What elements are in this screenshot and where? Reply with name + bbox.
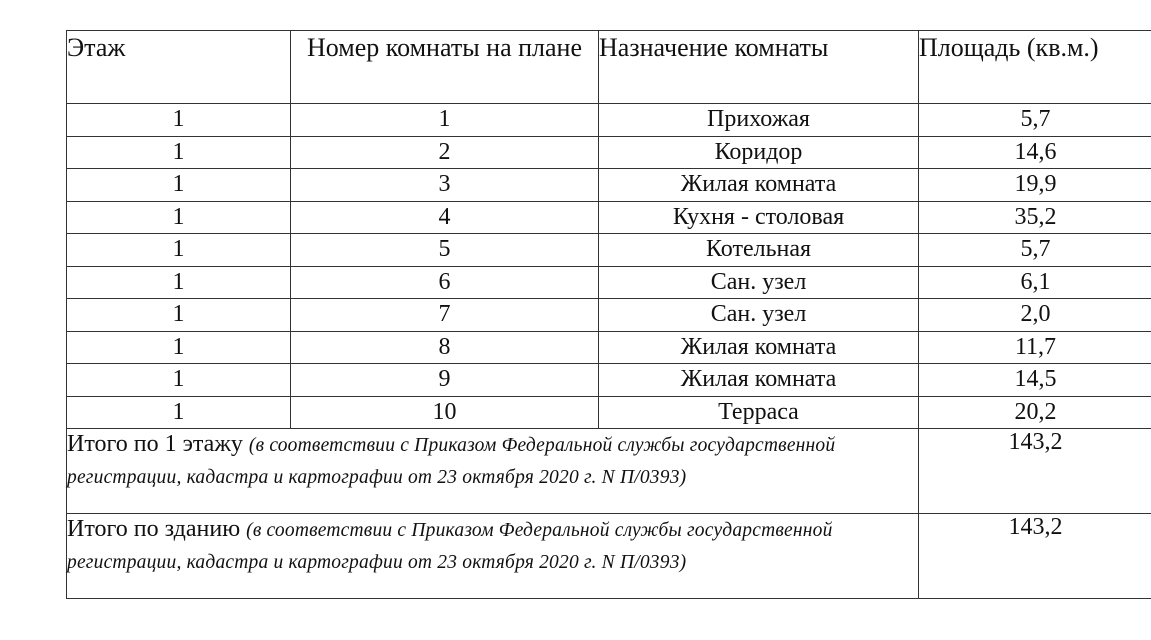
cell-area: 5,7 — [919, 104, 1151, 137]
cell-room-number: 10 — [291, 396, 599, 429]
cell-floor: 1 — [67, 169, 291, 202]
cell-room-use: Терраса — [599, 396, 919, 429]
cell-room-number: 5 — [291, 234, 599, 267]
cell-room-use: Котельная — [599, 234, 919, 267]
cell-room-number: 1 — [291, 104, 599, 137]
cell-room-number: 2 — [291, 136, 599, 169]
table-row — [67, 169, 1151, 202]
floor-total-label-cell — [67, 429, 919, 514]
cell-floor: 1 — [67, 136, 291, 169]
cell-room-use: Сан. узел — [599, 266, 919, 299]
cell-floor: 1 — [67, 299, 291, 332]
building-total-note: (в соответствии с Приказом Федеральной службы государственной регистрации, кадастра и картографии от 23 октября 2020 г. N П/0393) — [67, 520, 833, 573]
cell-area: 19,9 — [919, 169, 1151, 202]
cell-floor: 1 — [67, 364, 291, 397]
cell-room-number: 9 — [291, 364, 599, 397]
building-total-label: Итого по зданию — [67, 516, 241, 542]
header-room-number: Номер комнаты на плане — [291, 31, 599, 104]
table-row — [67, 201, 1151, 234]
cell-area: 6,1 — [919, 266, 1151, 299]
cell-room-number: 8 — [291, 331, 599, 364]
cell-floor: 1 — [67, 331, 291, 364]
cell-room-number: 6 — [291, 266, 599, 299]
cell-room-use: Жилая комната — [599, 331, 919, 364]
table-row — [67, 331, 1151, 364]
table-row — [67, 299, 1151, 332]
cell-room-use: Жилая комната — [599, 364, 919, 397]
cell-area: 20,2 — [919, 396, 1151, 429]
cell-area: 14,6 — [919, 136, 1151, 169]
cell-room-use: Кухня - столовая — [599, 201, 919, 234]
floor-total-row — [67, 429, 1151, 514]
cell-room-number: 4 — [291, 201, 599, 234]
cell-room-use: Прихожая — [599, 104, 919, 137]
cell-floor: 1 — [67, 201, 291, 234]
cell-floor: 1 — [67, 234, 291, 267]
cell-area: 2,0 — [919, 299, 1151, 332]
cell-room-use: Жилая комната — [599, 169, 919, 202]
table-row — [67, 234, 1151, 267]
rooms-table — [66, 30, 1151, 599]
cell-area: 35,2 — [919, 201, 1151, 234]
table-row — [67, 396, 1151, 429]
header-room-use: Назначение комнаты — [599, 31, 919, 104]
cell-area: 14,5 — [919, 364, 1151, 397]
floor-total-area: 143,2 — [919, 429, 1151, 514]
cell-room-use: Сан. узел — [599, 299, 919, 332]
table-row — [67, 136, 1151, 169]
table-header-row — [67, 31, 1151, 104]
cell-area: 5,7 — [919, 234, 1151, 267]
header-area: Площадь (кв.м.) — [919, 31, 1151, 104]
cell-floor: 1 — [67, 266, 291, 299]
cell-floor: 1 — [67, 396, 291, 429]
cell-room-use: Коридор — [599, 136, 919, 169]
table-row — [67, 266, 1151, 299]
floor-total-note: (в соответствии с Приказом Федеральной службы государственной регистрации, кадастра и картографии от 23 октября 2020 г. N П/0393) — [67, 435, 836, 488]
table-row — [67, 364, 1151, 397]
cell-room-number: 3 — [291, 169, 599, 202]
table-row — [67, 104, 1151, 137]
floor-total-label: Итого по 1 этажу — [67, 431, 243, 457]
building-total-label-cell — [67, 514, 919, 599]
building-total-area: 143,2 — [919, 514, 1151, 599]
cell-room-number: 7 — [291, 299, 599, 332]
cell-floor: 1 — [67, 104, 291, 137]
header-floor: Этаж — [67, 31, 291, 104]
cell-area: 11,7 — [919, 331, 1151, 364]
building-total-row — [67, 514, 1151, 599]
